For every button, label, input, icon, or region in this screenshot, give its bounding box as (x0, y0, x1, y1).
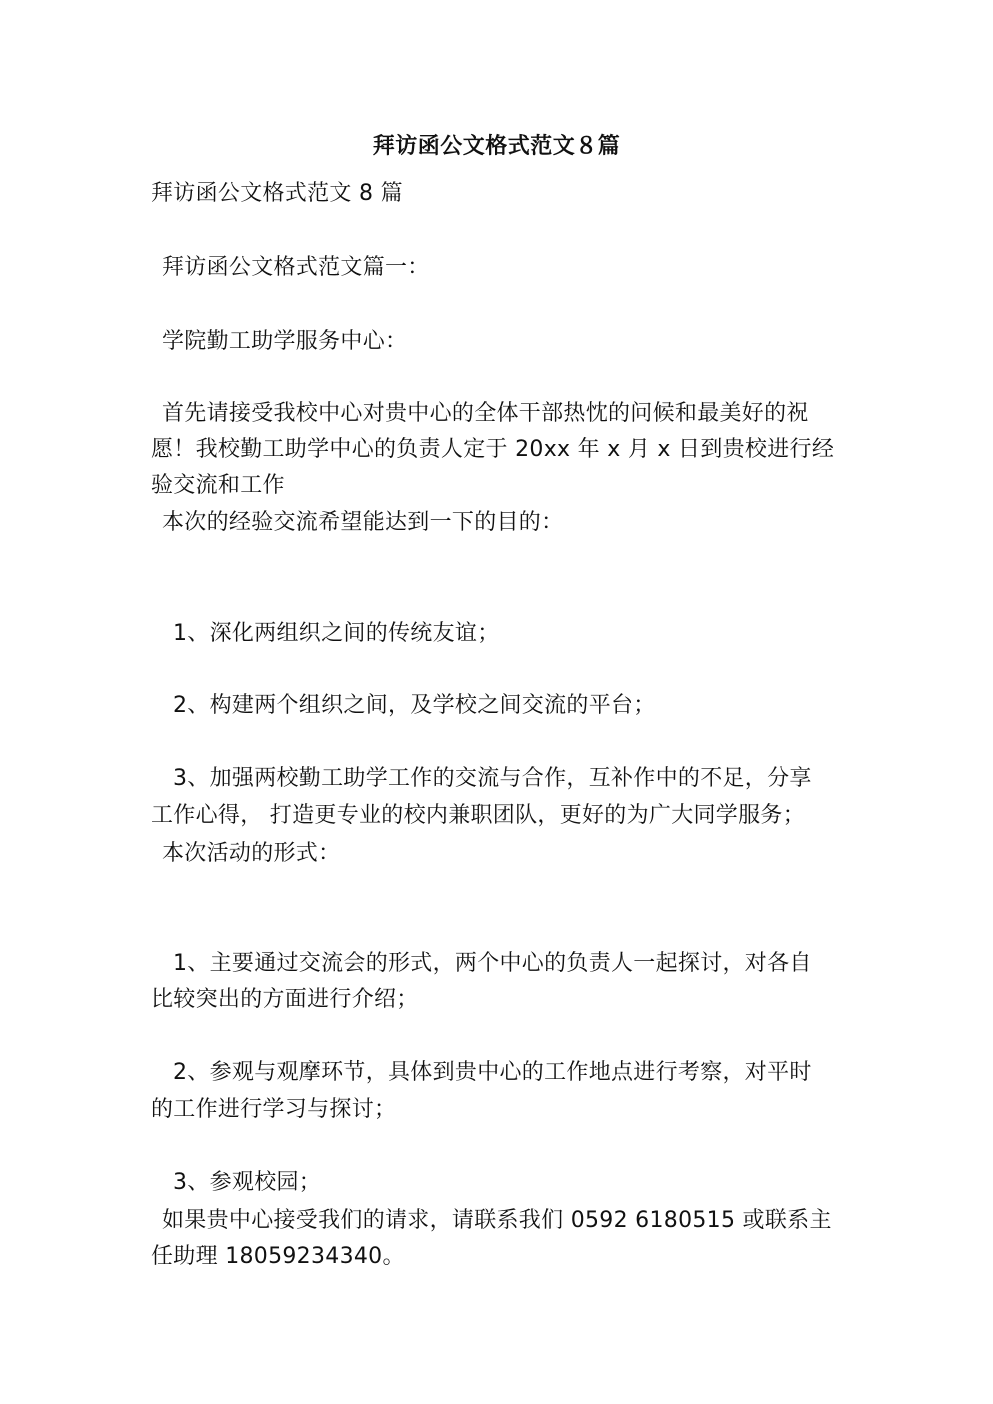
form-item-3: 3、参观校园； (173, 1170, 322, 1195)
form-item-2-line-1: 2、参观与观摩环节，具体到贵中心的工作地点进行考察，对平时 (173, 1060, 812, 1085)
goal-item-1: 1、深化两组织之间的传统友谊； (173, 621, 500, 646)
goal-item-3-line-2: 工作心得， 打造更专业的校内兼职团队，更好的为广大同学服务； (151, 803, 805, 828)
contact-line-2: 任助理 18059234340。 (151, 1244, 405, 1269)
document-title: 拜访函公文格式范文８篇 (372, 133, 621, 159)
paragraph1-line-3: 验交流和工作 (151, 473, 285, 498)
salutation: 学院勤工助学服务中心： (162, 329, 408, 354)
paragraph1-line-1: 首先请接受我校中心对贵中心的全体干部热忱的问候和最美好的祝 (162, 401, 809, 426)
form-item-1-line-2: 比较突出的方面进行介绍； (151, 987, 419, 1012)
contact-line-1: 如果贵中心接受我们的请求，请联系我们 0592 6180515 或联系主 (162, 1208, 832, 1233)
form-item-1-line-1: 1、主要通过交流会的形式，两个中心的负责人一起探讨，对各自 (173, 951, 812, 976)
forms-intro: 本次活动的形式： (162, 841, 341, 866)
section-heading: 拜访函公文格式范文篇一： (162, 255, 430, 280)
goals-intro: 本次的经验交流希望能达到一下的目的： (162, 510, 564, 535)
goal-item-2: 2、构建两个组织之间，及学校之间交流的平台； (173, 693, 656, 718)
document-subtitle: 拜访函公文格式范文 8 篇 (151, 181, 403, 206)
goal-item-3-line-1: 3、加强两校勤工助学工作的交流与合作，互补作中的不足，分享 (173, 766, 812, 791)
paragraph1-line-2: 愿！我校勤工助学中心的负责人定于 20xx 年 x 月 x 日到贵校进行经 (151, 437, 835, 462)
form-item-2-line-2: 的工作进行学习与探讨； (151, 1097, 397, 1122)
